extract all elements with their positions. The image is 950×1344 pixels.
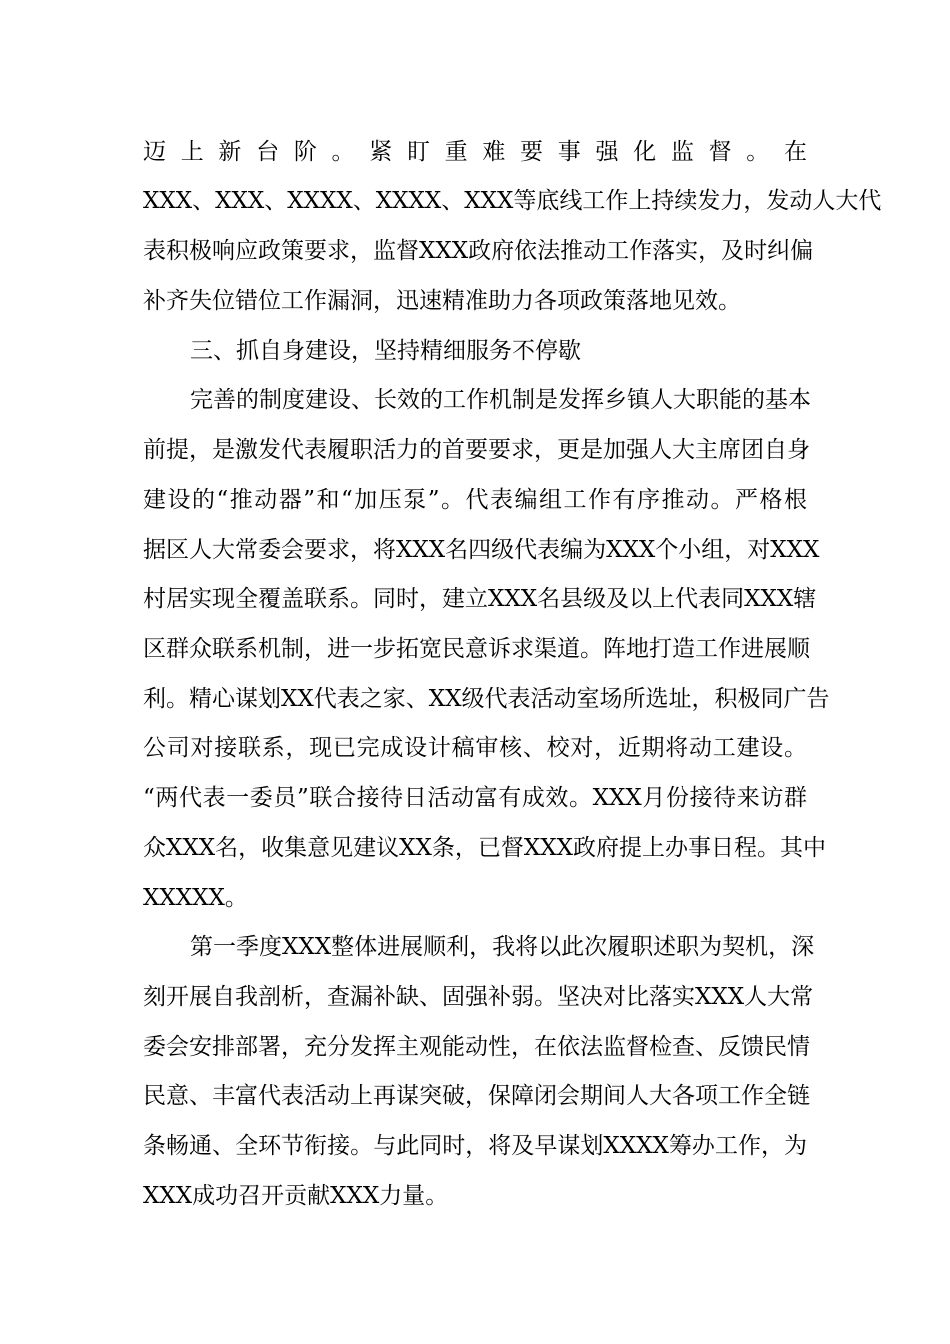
text-line: 迈上新台阶。紧盯重难要事强化监督。在 [143,139,807,165]
text-line: 众XXX名，收集意见建议XX条，已督XXX政府提上办事日程。其中 [143,835,826,861]
text-line: 建设的“推动器”和“加压泵”。代表编组工作有序推动。严格根 [143,487,807,513]
text-line: 村居实现全覆盖联系。同时，建立XXX名县级及以上代表同XXX辖 [143,586,817,612]
text-line: XXX、XXX、XXXX、XXXX、XXX等底线工作上持续发力，发动人大代 [143,188,882,214]
text-line: 刻开展自我剖析，查漏补缺、固强补弱。坚决对比落实XXX人大常 [143,984,814,1010]
text-line: 表积极响应政策要求，监督XXX政府依法推动工作落实，及时纠偏 [143,238,814,264]
text-line: 利。精心谋划XX代表之家、XX级代表活动室场所选址，积极同广告 [143,686,830,712]
text-line: “两代表一委员”联合接待日活动富有成效。XXX月份接待来访群 [143,785,807,811]
text-line: 区群众联系机制，进一步拓宽民意诉求渠道。阵地打造工作进展顺 [143,636,810,662]
section-heading: 三、抓自身建设，坚持精细服务不停歇 [190,338,581,364]
text-line: 公司对接联系，现已完成设计稿审核、校对，近期将动工建设。 [143,735,807,761]
text-line: XXXXX。 [143,885,248,911]
text-line: 补齐失位错位工作漏洞，迅速精准助力各项政策落地见效。 [143,288,741,314]
text-line: 第一季度XXX整体进展顺利，我将以此次履职述职为契机，深 [190,934,815,960]
text-line: XXX成功召开贡献XXX力量。 [143,1183,449,1209]
text-line: 条畅通、全环节衔接。与此同时，将及早谋划XXXX筹办工作，为 [143,1133,807,1159]
text-line: 民意、丰富代表活动上再谋突破，保障闭会期间人大各项工作全链 [143,1083,810,1109]
text-line: 完善的制度建设、长效的工作机制是发挥乡镇人大职能的基本 [190,387,811,413]
text-line: 据区人大常委会要求，将XXX名四级代表编为XXX个小组，对XXX [143,537,820,563]
text-line: 委会安排部署，充分发挥主观能动性，在依法监督检查、反馈民情 [143,1034,810,1060]
text-line: 前提，是激发代表履职活力的首要要求，更是加强人大主席团自身 [143,437,810,463]
